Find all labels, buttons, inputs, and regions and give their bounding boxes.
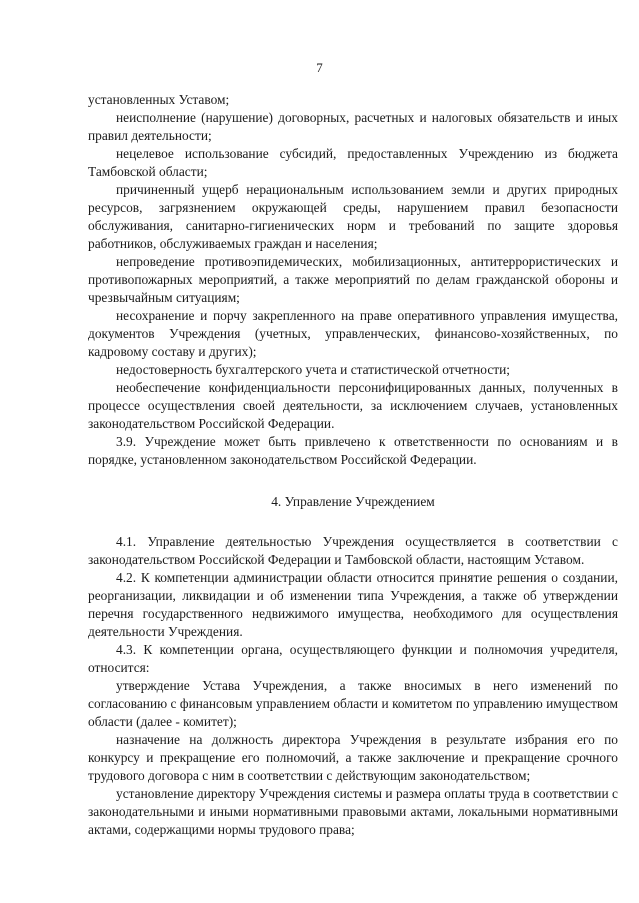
paragraph: причиненный ущерб нерациональным использованием земли и других природных ресурсов, загрязнением окружающей среды, нарушением правил безопасности обслуживания, санитарно-гигиенических норм и требований по защите здоровья работников, обслуживаемых граждан и населения; bbox=[88, 182, 618, 251]
paragraph: несохранение и порчу закрепленного на праве оперативного управления имущества, документов Учреждения (учетных, управленческих, финансово-хозяйственных, по кадровому составу и других); bbox=[88, 308, 618, 359]
paragraph: 4.2. К компетенции администрации области относится принятие решения о создании, реорганизации, ликвидации и об изменении типа Учреждения, а также об утверждении перечня государственного недвижимого имущества, необходимого для осуществления деятельности Учреждения. bbox=[88, 570, 618, 639]
paragraph: установление директору Учреждения системы и размера оплаты труда в соответствии с законодательными и иными нормативными правовыми актами, локальными нормативными актами, содержащими нормы трудового права; bbox=[88, 786, 618, 837]
page-number: 7 bbox=[316, 60, 323, 75]
paragraph: 3.9. Учреждение может быть привлечено к ответственности по основаниям и в порядке, установленном законодательством Российской Федерации. bbox=[88, 434, 618, 467]
paragraph: непроведение противоэпидемических, мобилизационных, антитеррористических и противопожарных мероприятий, а также мероприятий по делам гражданской обороны и чрезвычайным ситуациям; bbox=[88, 254, 618, 305]
paragraph: установленных Уставом; bbox=[88, 92, 230, 107]
document-body bbox=[88, 91, 618, 839]
paragraph: неисполнение (нарушение) договорных, расчетных и налоговых обязательств и иных правил деятельности; bbox=[88, 110, 618, 143]
paragraph: 4.3. К компетенции органа, осуществляющего функции и полномочия учредителя, относится: bbox=[88, 642, 618, 675]
paragraph: недостоверность бухгалтерского учета и статистической отчетности; bbox=[116, 362, 510, 377]
paragraph: утверждение Устава Учреждения, а также вносимых в него изменений по согласованию с финансовым управлением области и комитетом по управлению имуществом области (далее - комитет); bbox=[88, 678, 618, 729]
paragraph: 4.1. Управление деятельностью Учреждения осуществляется в соответствии с законодательством Российской Федерации и Тамбовской области, настоящим Уставом. bbox=[88, 534, 618, 567]
paragraph: назначение на должность директора Учреждения в результате избрания его по конкурсу и прекращение его полномочий, а также заключение и прекращение срочного трудового договора с ним в соответствии с действующим законодательством; bbox=[88, 732, 618, 783]
section-heading: 4. Управление Учреждением bbox=[271, 494, 435, 509]
paragraph: нецелевое использование субсидий, предоставленных Учреждению из бюджета Тамбовской области; bbox=[88, 146, 618, 179]
paragraph: необеспечение конфиденциальности персонифицированных данных, полученных в процессе осуществления своей деятельности, за исключением случаев, установленных законодательством Российской Федерации. bbox=[88, 380, 618, 431]
